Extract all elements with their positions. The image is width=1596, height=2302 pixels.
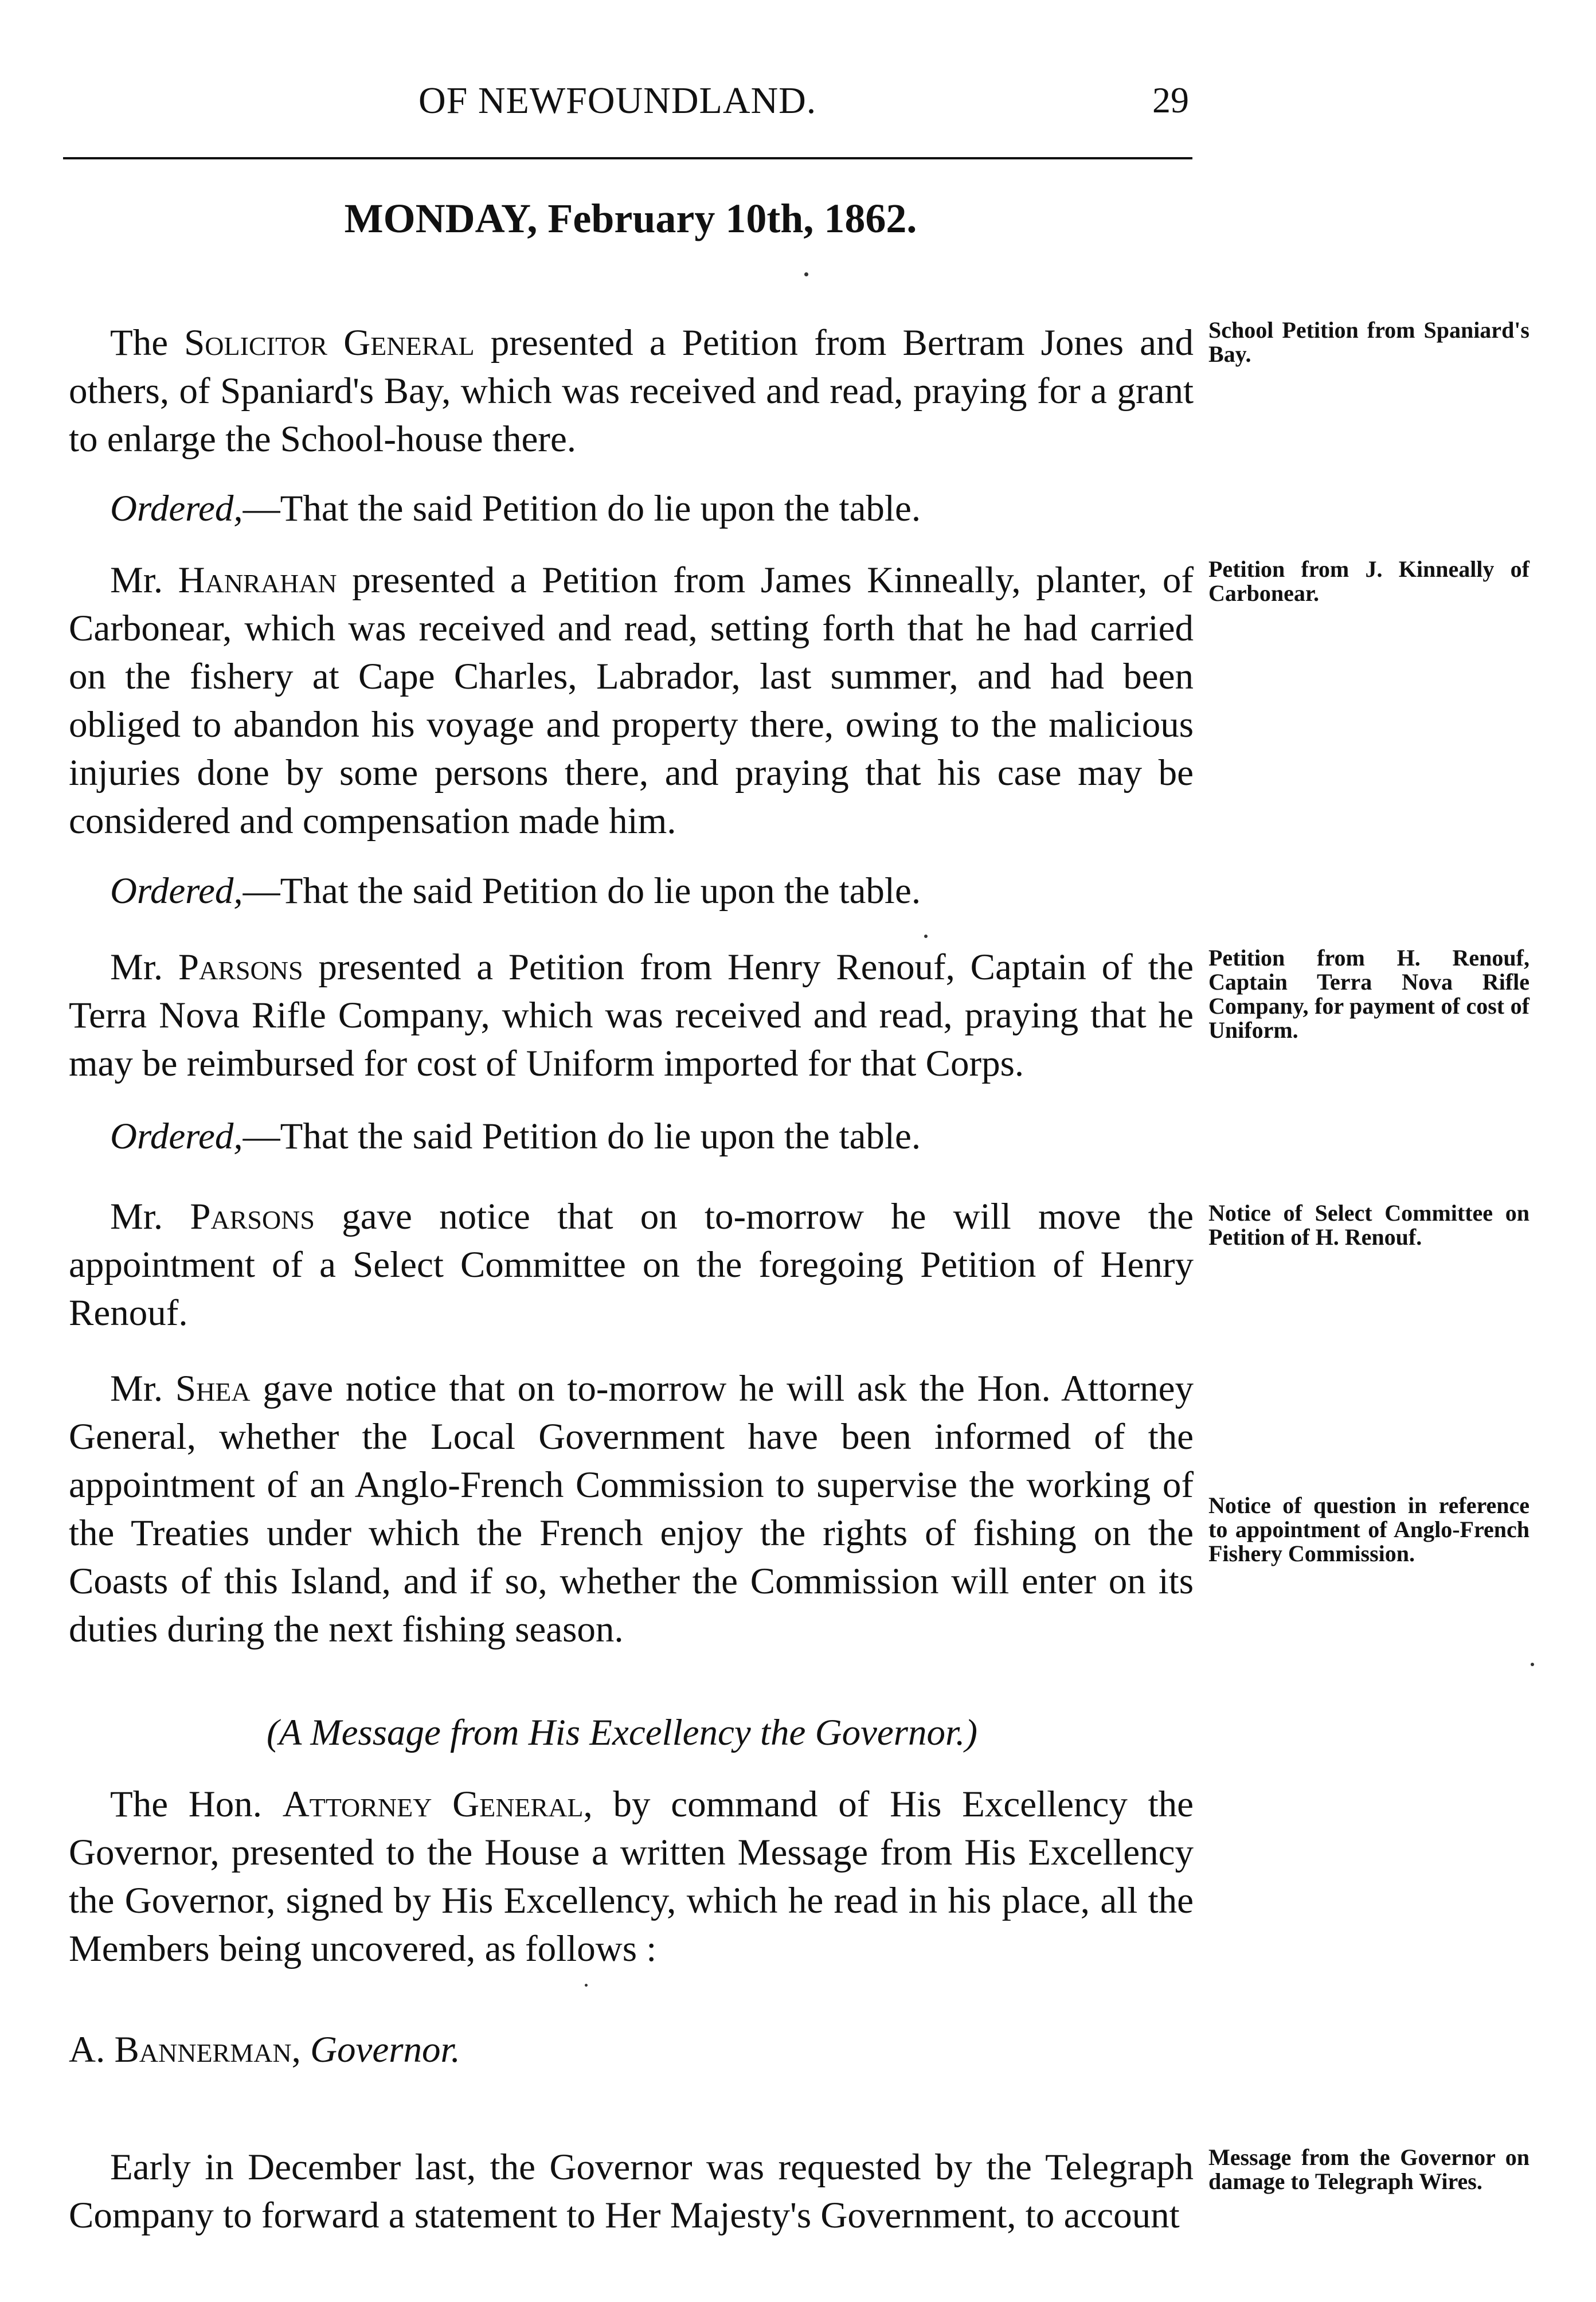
paragraph-governor-message-body xyxy=(69,2143,1194,2240)
paragraph-shea-notice xyxy=(69,1365,1194,1654)
paragraph-hanrahan-petition xyxy=(69,556,1194,845)
paragraph-text: gave notice that on to-morrow he will move the appointment of a Select Committee on the foregoing Petition of Henry Renouf. xyxy=(69,1196,1194,1334)
margin-note-kinneally-petition: Petition from J. Kinneally of Carbonear. xyxy=(1208,556,1530,606)
paragraph-ordered-1 xyxy=(69,484,1194,533)
paragraph-parsons-petition xyxy=(69,943,1194,1088)
print-speck xyxy=(924,935,928,938)
speaker-name: Solicitor General xyxy=(184,322,475,364)
ordered-label: Ordered, xyxy=(110,488,243,529)
signature-title: Governor. xyxy=(310,2029,460,2070)
running-head xyxy=(63,79,1198,125)
speaker-name: Shea xyxy=(175,1368,251,1409)
date-heading: MONDAY, February 10th, 1862. xyxy=(344,196,917,241)
print-speck xyxy=(1531,1663,1534,1666)
margin-note-telegraph-message: Message from the Governor on damage to Telegraph Wires. xyxy=(1208,2144,1530,2194)
print-speck xyxy=(804,272,808,276)
speaker-prefix: The Hon. xyxy=(110,1784,262,1825)
paragraph-text: —That the said Petition do lie upon the table. xyxy=(242,870,921,912)
governor-signature xyxy=(69,2026,1194,2074)
paragraph-parsons-notice xyxy=(69,1193,1194,1337)
paragraph-text: —That the said Petition do lie upon the table. xyxy=(242,1116,921,1157)
paragraph-text: Early in December last, the Governor was requested by the Telegraph Company to forward a statement to Her Majesty's Government, to account xyxy=(69,2147,1194,2236)
ordered-label: Ordered, xyxy=(110,870,243,912)
paragraph-ordered-3 xyxy=(69,1112,1194,1160)
paragraph-text: presented a Petition from Bertram Jones and others, of Spaniard's Bay, which was received and read, praying for a grant to enlarge the School-house there. xyxy=(69,322,1194,460)
paragraph-text: gave notice that on to-morrow he will ask the Hon. Attorney General, whether the Local Government have been informed of the appointment of an Anglo-French Commission to supervise the working of the Treaties under which the French enjoy the rights of fishing on the Coasts of this Island, and if so, whether the Commission will enter on its duties during the next fishing season. xyxy=(69,1368,1194,1650)
running-title: OF NEWFOUNDLAND. xyxy=(418,80,817,122)
margin-note-renouf-petition: Petition from H. Renouf, Captain Terra Nova Rifle Company, for payment of cost of Uniform. xyxy=(1208,945,1530,1043)
paragraph-text: presented a Petition from Henry Renouf, Captain of the Terra Nova Rifle Company, which was received and read, praying that he may be reimbursed for cost of Uniform imported for that Corps. xyxy=(69,947,1194,1084)
paragraph-text: presented a Petition from James Kinneally, planter, of Carbonear, which was received and read, setting forth that he had carried on the fishery at Cape Charles, Labrador, last summer, and had been obliged to abandon his voyage and property there, owing to the malicious injuries done by some persons there, and praying that his case may be considered and compensation made him. xyxy=(69,560,1194,842)
margin-note-school-petition: School Petition from Spaniard's Bay. xyxy=(1208,317,1530,367)
signature-name: A. Bannerman, xyxy=(69,2029,301,2070)
margin-note-select-committee: Notice of Select Committee on Petition of H. Renouf. xyxy=(1208,1200,1530,1250)
paragraph-solicitor-general-petition: The Solicitor General presented a Petition from Bertram Jones and others, of Spaniard's Bay, which was received and read, praying for a grant to enlarge the School-house there. xyxy=(69,322,1194,460)
speaker-name: Hanrahan xyxy=(178,560,337,601)
speaker-prefix: Mr. xyxy=(110,560,163,601)
header-rule xyxy=(63,157,1192,159)
speaker-name: Parsons xyxy=(190,1196,315,1237)
margin-note-anglo-french-question: Notice of question in reference to appointment of Anglo-French Fishery Commission. xyxy=(1208,1492,1530,1566)
paragraph-text: , by command of His Excellency the Governor, presented to the House a written Message from His Excellency the Governor, signed by His Excellency, which he read in his place, all the Members being uncovered, as follows : xyxy=(69,1784,1194,1969)
paragraph-ordered-2 xyxy=(69,867,1194,915)
message-heading: (A Message from His Excellency the Governor.) xyxy=(267,1712,978,1753)
paragraph-text: —That the said Petition do lie upon the table. xyxy=(242,488,921,529)
speaker-name: Parsons xyxy=(178,947,303,988)
speaker-prefix: Mr. xyxy=(110,1196,163,1237)
page-number: 29 xyxy=(1152,80,1189,120)
ordered-label: Ordered, xyxy=(110,1116,243,1157)
paragraph-attorney-general-message xyxy=(69,1780,1194,1973)
print-speck xyxy=(585,1984,588,1987)
speaker-name: Attorney General xyxy=(282,1784,584,1825)
speaker-prefix: Mr. xyxy=(110,1368,163,1409)
speaker-prefix: Mr. xyxy=(110,947,163,988)
